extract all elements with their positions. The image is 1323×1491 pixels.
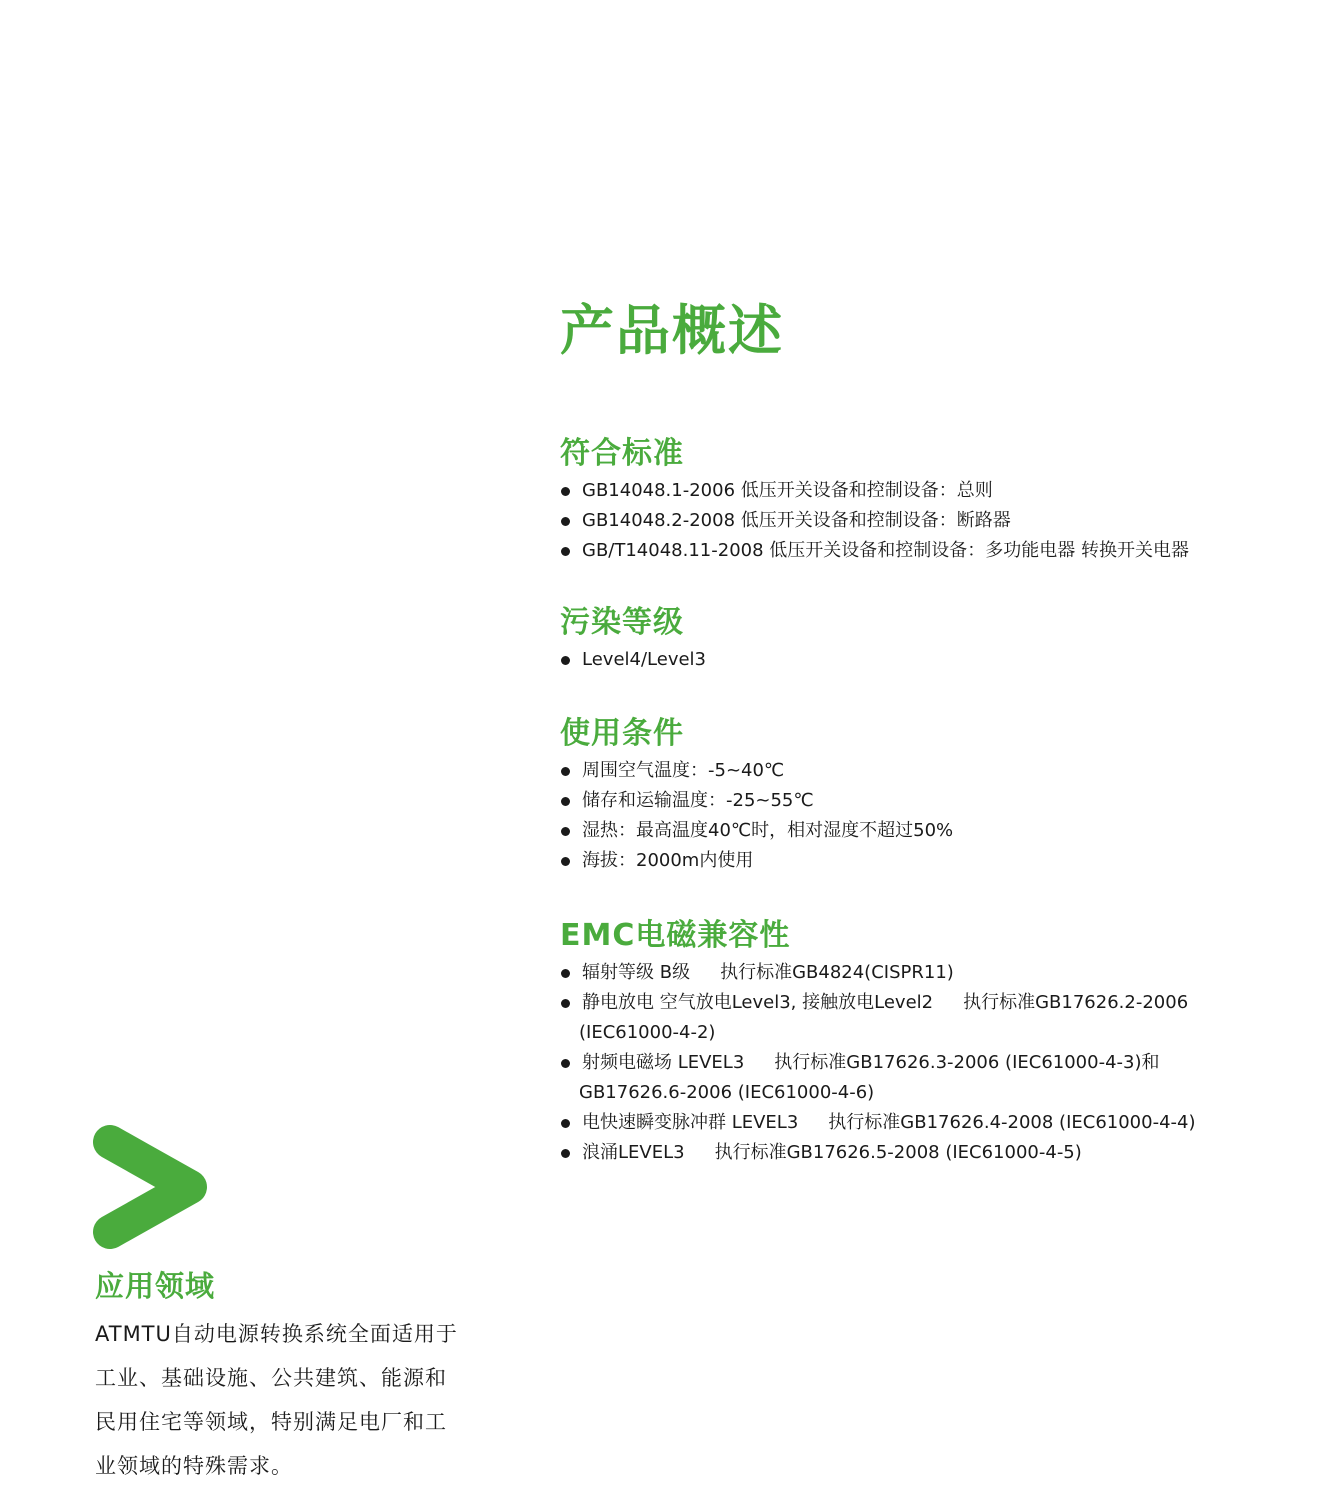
list-item: 周围空气温度：-5~40℃ [560,756,1260,786]
page-title: 产品概述 [560,299,784,362]
standards-section [560,434,1260,566]
list-item: GB14048.2-2008 低压开关设备和控制设备：断路器 [560,506,1260,536]
bullet-dot-icon [561,797,570,806]
list-item: Level4/Level3 [560,645,1260,675]
bullet-dot-icon [561,487,570,496]
emc-heading: EMC电磁兼容性 [560,918,791,953]
bullet-dot-icon [561,827,570,836]
list-item: 射频电磁场 LEVEL3 执行标准GB17626.3-2006 (IEC61000-4-3)和 GB17626.6-2006 (IEC61000-4-6) [560,1048,1260,1108]
application-heading: 应用领域 [95,1269,216,1303]
pollution-list [560,645,1260,675]
pollution-section [560,603,1260,675]
bullet-dot-icon [561,969,570,978]
list-item: 储存和运输温度：-25~55℃ [560,786,1260,816]
application-text [95,1312,475,1488]
list-item: 浪涌LEVEL3 执行标准GB17626.5-2008 (IEC61000-4-5) [560,1138,1260,1168]
bullet-dot-icon [561,517,570,526]
conditions-list [560,756,1260,876]
list-item: 辐射等级 B级 执行标准GB4824(CISPR11) [560,958,1260,988]
list-item: 湿热：最高温度40℃时，相对湿度不超过50% [560,816,1260,846]
application-line: ATMTU自动电源转换系统全面适用于 [95,1322,458,1346]
list-item: GB/T14048.11-2008 低压开关设备和控制设备：多功能电器 转换开关电器 [560,536,1260,566]
application-line: 业领域的特殊需求。 [95,1454,293,1478]
list-item: 海拔：2000m内使用 [560,846,1260,876]
bullet-dot-icon [561,1119,570,1128]
bullet-dot-icon [561,1059,570,1068]
application-line: 工业、基础设施、公共建筑、能源和 [95,1366,447,1390]
bullet-dot-icon [561,547,570,556]
bullet-dot-icon [561,857,570,866]
chevron-right-icon [92,1122,212,1252]
standards-list [560,476,1260,566]
list-item: 静电放电 空气放电Level3, 接触放电Level2 执行标准GB17626.2-2006 (IEC61000-4-2) [560,988,1260,1048]
bullet-dot-icon [561,656,570,665]
list-item: 电快速瞬变脉冲群 LEVEL3 执行标准GB17626.4-2008 (IEC61000-4-4) [560,1108,1260,1138]
standards-heading: 符合标准 [560,436,684,471]
bullet-dot-icon [561,999,570,1008]
conditions-heading: 使用条件 [560,716,684,751]
emc-list [560,958,1260,1168]
conditions-section [560,714,1260,876]
pollution-heading: 污染等级 [560,605,684,640]
bullet-dot-icon [561,767,570,776]
emc-section [560,916,1260,1168]
application-line: 民用住宅等领域，特别满足电厂和工 [95,1410,447,1434]
bullet-dot-icon [561,1149,570,1158]
list-item: GB14048.1-2006 低压开关设备和控制设备：总则 [560,476,1260,506]
